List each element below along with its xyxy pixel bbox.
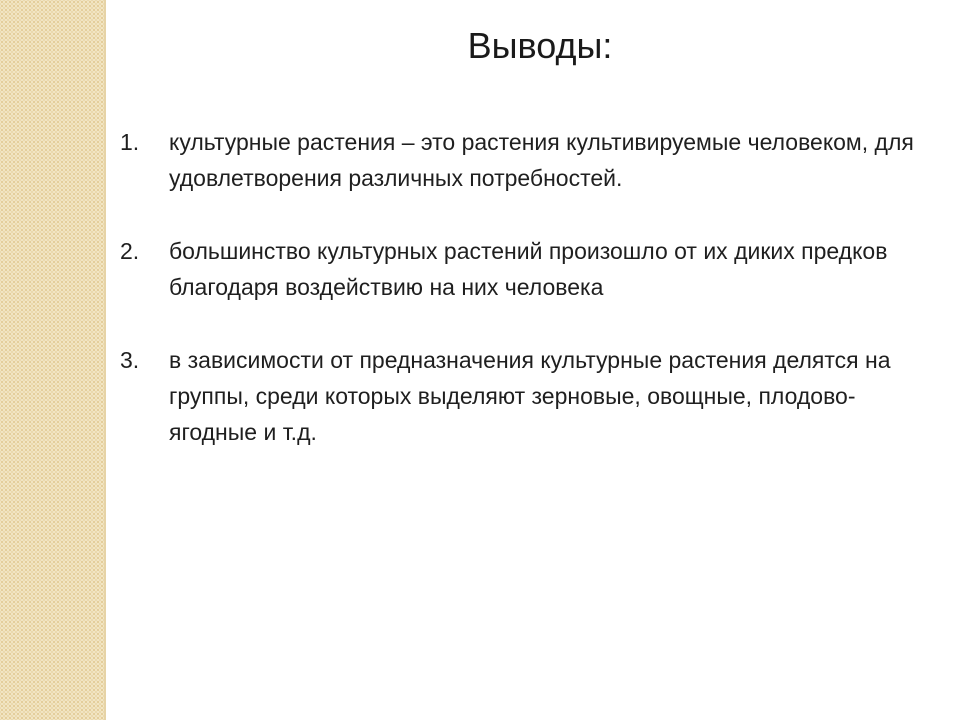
- conclusions-list: [120, 124, 940, 487]
- side-divider: [104, 0, 106, 720]
- slide-title: Выводы:: [467, 25, 613, 66]
- item-text: большинство культурных растений произошло от их диких предков благодаря воздействию на них человека: [169, 238, 888, 300]
- item-text: в зависимости от предназначения культурные растения делятся на группы, среди которых выделяют зерновые, овощные, плодово-ягодные и т.д.: [169, 347, 891, 445]
- item-number: 1.: [120, 129, 140, 155]
- item-number: 2.: [120, 238, 140, 264]
- decorative-side-strip: [0, 0, 104, 720]
- item-number: 3.: [120, 347, 140, 373]
- list-item: [120, 342, 940, 450]
- list-item: [120, 124, 940, 196]
- list-item: [120, 233, 940, 305]
- item-text: культурные растения – это растения культивируемые человеком, для удовлетворения различных потребностей.: [169, 129, 914, 191]
